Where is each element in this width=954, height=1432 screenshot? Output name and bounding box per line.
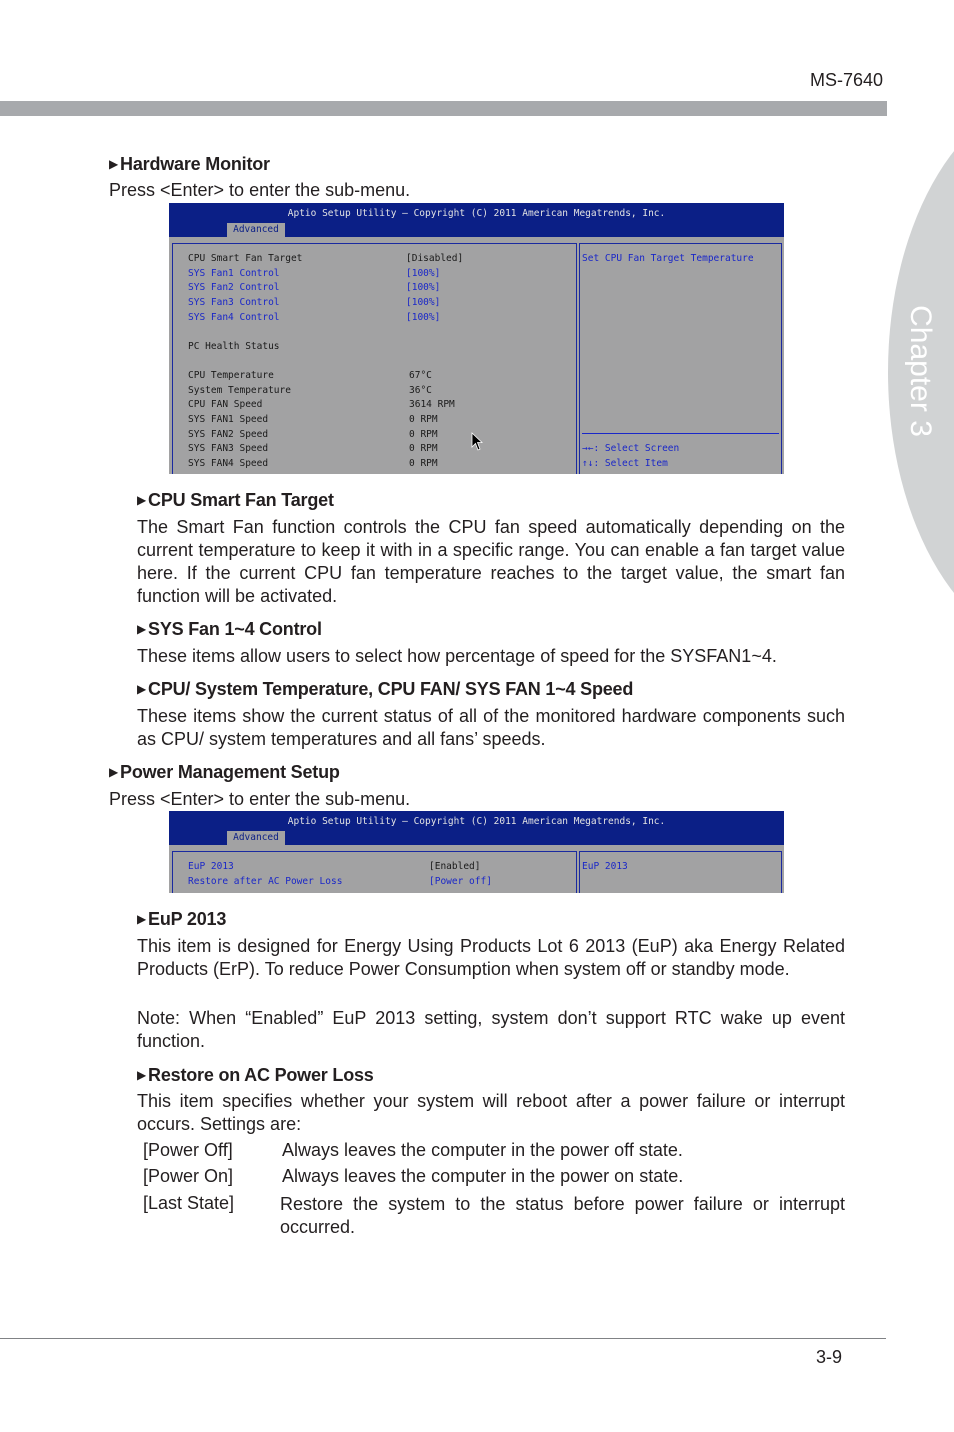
bios-row-label: SYS FAN3 Speed (188, 443, 269, 454)
footer-rule (0, 1338, 886, 1339)
triangle-bullet-icon: ▶ (109, 765, 119, 779)
sys-fan-description: These items allow users to select how percentage of speed for the SYSFAN1~4. (137, 646, 777, 666)
setting-option-description: Restore the system to the status before power failure or interrupt occurred. (280, 1194, 845, 1237)
bios-key-hint: ↑↓: Select Item (582, 458, 668, 469)
bios-row-value: 3614 RPM (409, 399, 455, 410)
subheading-restore-ac-power-loss: ▶ Restore on AC Power Loss (137, 1065, 374, 1085)
section-heading-hardware-monitor: ▶ Hardware Monitor (109, 154, 270, 174)
setting-option-description: Always leaves the computer in the power on state. (282, 1166, 684, 1186)
bios-row-label: CPU FAN Speed (188, 399, 263, 410)
bios-row-label[interactable]: SYS Fan3 Control (188, 297, 280, 308)
cpu-smart-fan-description: The Smart Fan function controls the CPU fan speed automatically depending on the current temperature to keep it with in a specific range. You can enable a fan target value here. If the current CPU fan temperature reaches to the target value, the smart fan function will be activated. (137, 517, 845, 606)
triangle-bullet-icon: ▶ (137, 682, 147, 696)
bios-row-label[interactable]: EuP 2013 (188, 861, 234, 872)
bios-row-value: 0 RPM (409, 458, 438, 469)
bios-row-label: System Temperature (188, 385, 291, 396)
bios-row-value: 0 RPM (409, 414, 438, 425)
bios-row-value[interactable]: [100%] (406, 312, 441, 323)
header-bar (0, 101, 887, 116)
bios-row-label[interactable]: Restore after AC Power Loss (188, 876, 343, 887)
restore-description: This item specifies whether your system will reboot after a power failure or interrupt occurs. Settings are: (137, 1091, 845, 1134)
bios-row-label: SYS FAN4 Speed (188, 458, 269, 469)
bios-help-divider (582, 433, 779, 434)
bios-tab-advanced[interactable]: Advanced (227, 831, 285, 845)
model-number: MS-7640 (809, 70, 883, 90)
subheading-sys-fan-control: ▶ SYS Fan 1~4 Control (137, 619, 322, 639)
bios-row-value[interactable]: [100%] (406, 268, 441, 279)
bios-row-value: 0 RPM (409, 443, 438, 454)
subheading-cpu-smart-fan-target: ▶ CPU Smart Fan Target (137, 490, 334, 510)
eup-description: This item is designed for Energy Using Products Lot 6 2013 (EuP) aka Energy Related Products (ErP). To reduce Power Consumption when system off or standby mode. (137, 936, 845, 979)
bios-row-label[interactable]: SYS Fan2 Control (188, 282, 280, 293)
bios-row-value[interactable]: [100%] (406, 297, 441, 308)
bios-title: Aptio Setup Utility – Copyright (C) 2011 American Megatrends, Inc. (287, 816, 666, 827)
bios-row-label: SYS FAN1 Speed (188, 414, 269, 425)
bios-title: Aptio Setup Utility – Copyright (C) 2011 American Megatrends, Inc. (287, 208, 666, 219)
bios-title-bar (169, 811, 784, 845)
bios-row-value[interactable]: [Power off] (429, 876, 492, 887)
power-management-intro: Press <Enter> to enter the sub-menu. (109, 789, 411, 809)
bios-row-label: CPU Temperature (188, 370, 274, 381)
bios-tab-advanced[interactable]: Advanced (227, 223, 285, 237)
bios-screenshot-power-management (169, 811, 784, 893)
bios-row-value[interactable]: [100%] (406, 282, 441, 293)
bios-row-value: 0 RPM (409, 429, 438, 440)
bios-row-label: SYS FAN2 Speed (188, 429, 269, 440)
setting-option-name: [Last State] (143, 1193, 235, 1213)
triangle-bullet-icon: ▶ (137, 622, 147, 636)
bios-help-panel (579, 243, 782, 474)
bios-help-text: Set CPU Fan Target Temperature (582, 253, 754, 264)
setting-option-name: [Power On] (143, 1166, 234, 1186)
bios-group-heading: PC Health Status (188, 341, 280, 352)
eup-note: Note: When “Enabled” EuP 2013 setting, system don’t support RTC wake up event function. (137, 1008, 845, 1051)
bios-screenshot-hardware-monitor (169, 203, 784, 474)
bios-row-value[interactable]: [Disabled] (406, 253, 464, 264)
section-heading-power-management: ▶ Power Management Setup (109, 762, 340, 782)
chapter-tab-label-box (875, 306, 954, 436)
chapter-label: Chapter 3 (904, 305, 937, 437)
bios-row-label[interactable]: SYS Fan1 Control (188, 268, 280, 279)
triangle-bullet-icon: ▶ (137, 493, 147, 507)
bios-row-value: 36°C (409, 385, 432, 396)
subheading-eup-2013: ▶ EuP 2013 (137, 909, 227, 929)
triangle-bullet-icon: ▶ (109, 157, 119, 171)
bios-row-label[interactable]: SYS Fan4 Control (188, 312, 280, 323)
bios-row-value[interactable]: [Enabled] (429, 861, 481, 872)
page-number: 3-9 (816, 1347, 843, 1367)
setting-option-description: Always leaves the computer in the power off state. (282, 1140, 683, 1160)
status-description: These items show the current status of all of the monitored hardware components such as CPU/ system temperatures and all fans’ speeds. (137, 706, 845, 749)
bios-help-text: EuP 2013 (582, 861, 628, 872)
bios-key-hint: →←: Select Screen (582, 443, 680, 454)
triangle-bullet-icon: ▶ (137, 912, 147, 926)
bios-title-bar (169, 203, 784, 237)
hardware-monitor-intro: Press <Enter> to enter the sub-menu. (109, 180, 411, 200)
mouse-pointer-icon (471, 432, 483, 452)
subheading-temperature-fan-speed: ▶ CPU/ System Temperature, CPU FAN/ SYS FAN 1~4 Speed (137, 679, 634, 699)
bios-row-value: 67°C (409, 370, 432, 381)
bios-row-label[interactable]: CPU Smart Fan Target (188, 253, 303, 264)
setting-option-name: [Power Off] (143, 1140, 233, 1160)
triangle-bullet-icon: ▶ (137, 1068, 147, 1082)
